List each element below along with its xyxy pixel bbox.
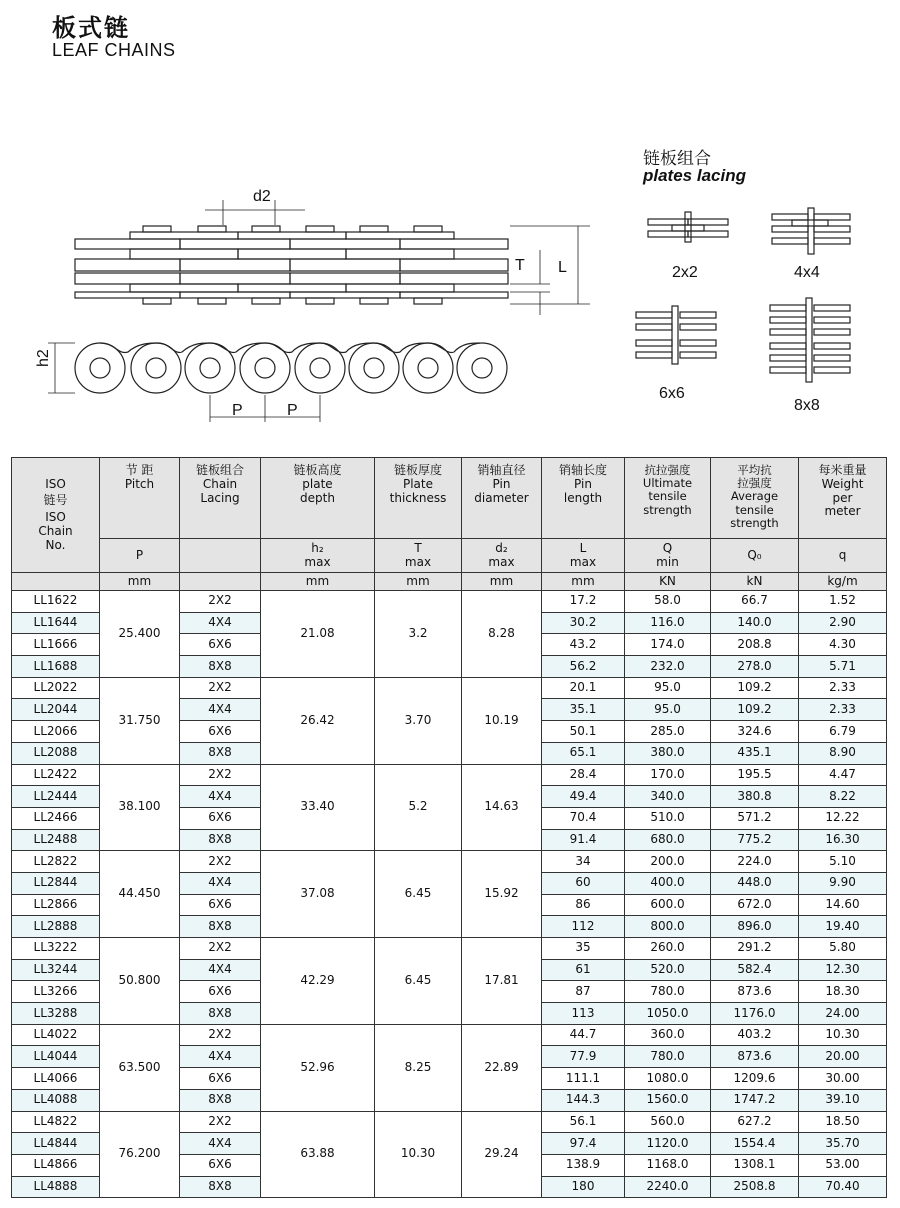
weight-cell: 30.00 [799,1068,887,1090]
ultimate-strength-cell: 1168.0 [625,1154,711,1176]
plate-thickness-cell: 5.2 [375,764,462,851]
average-strength-cell: 195.5 [711,764,799,786]
plate-thickness-cell: 6.45 [375,938,462,1025]
header-pitch: 节 距 Pitch [100,458,180,539]
plate-thickness-cell: 8.25 [375,1024,462,1111]
weight-cell: 12.22 [799,807,887,829]
weight-cell: 5.10 [799,851,887,873]
pin-length-cell: 91.4 [542,829,625,851]
pin-diameter-cell: 14.63 [462,764,542,851]
chain-no-cell: LL2488 [12,829,100,851]
lacing-cell: 8X8 [180,829,261,851]
average-strength-cell: 208.8 [711,634,799,656]
average-strength-cell: 775.2 [711,829,799,851]
unit-average: kN [711,573,799,591]
weight-cell: 8.90 [799,742,887,764]
average-strength-cell: 571.2 [711,807,799,829]
average-strength-cell: 2508.8 [711,1176,799,1198]
table-row [12,764,887,786]
chain-no-cell: LL3266 [12,981,100,1003]
chain-no-cell: LL3288 [12,1003,100,1025]
ultimate-strength-cell: 560.0 [625,1111,711,1133]
weight-cell: 2.33 [799,699,887,721]
lacing-2x2-icon [648,212,728,242]
chain-no-cell: LL1644 [12,612,100,634]
ultimate-strength-cell: 600.0 [625,894,711,916]
weight-cell: 39.10 [799,1089,887,1111]
average-strength-cell: 109.2 [711,677,799,699]
plate-depth-cell: 37.08 [261,851,375,938]
ultimate-strength-cell: 1080.0 [625,1068,711,1090]
pin-heads-top [143,226,442,232]
weight-cell: 5.71 [799,656,887,678]
lacing-6x6-icon [636,306,716,364]
unit-thickness: mm [375,573,462,591]
lacing-cell: 6X6 [180,634,261,656]
pin-length-cell: 44.7 [542,1024,625,1046]
leaf-chain-spec-table [11,457,887,1198]
plate-thickness-cell: 6.45 [375,851,462,938]
label-h2: h2 [35,349,52,367]
lacing-cell: 6X6 [180,1154,261,1176]
ultimate-strength-cell: 2240.0 [625,1176,711,1198]
lacing-cell: 6X6 [180,981,261,1003]
pin-diameter-cell: 22.89 [462,1024,542,1111]
average-strength-cell: 380.8 [711,786,799,808]
average-strength-cell: 291.2 [711,938,799,960]
pin-diameter-cell: 8.28 [462,591,542,678]
plate-depth-cell: 42.29 [261,938,375,1025]
pin-length-cell: 17.2 [542,591,625,613]
unit-pin-diameter: mm [462,573,542,591]
lacing-title-cn: 链板组合 [643,149,711,169]
unit-pitch: mm [100,573,180,591]
sym-lacing [180,539,261,573]
lacing-4x4-icon [772,208,850,254]
average-strength-cell: 1209.6 [711,1068,799,1090]
page-title-cn: 板式链 [52,14,130,42]
pin-length-cell: 70.4 [542,807,625,829]
pitch-cell: 38.100 [100,764,180,851]
pin-diameter-cell: 29.24 [462,1111,542,1198]
lacing-cell: 6X6 [180,1068,261,1090]
pitch-cell: 50.800 [100,938,180,1025]
lacing-label-6x6: 6x6 [659,385,685,402]
average-strength-cell: 324.6 [711,721,799,743]
sym-pin-length: L max [542,539,625,573]
table-row [12,1111,887,1133]
lacing-cell: 4X4 [180,872,261,894]
chain-no-cell: LL2422 [12,764,100,786]
sym-ultimate: Q min [625,539,711,573]
lacing-cell: 4X4 [180,1133,261,1155]
weight-cell: 70.40 [799,1176,887,1198]
sym-average: Q₀ [711,539,799,573]
ultimate-strength-cell: 170.0 [625,764,711,786]
chain-no-cell: LL2844 [12,872,100,894]
plate-depth-cell: 26.42 [261,677,375,764]
lacing-cell: 8X8 [180,742,261,764]
average-strength-cell: 627.2 [711,1111,799,1133]
plate-depth-cell: 52.96 [261,1024,375,1111]
pin-diameter-cell: 17.81 [462,938,542,1025]
ultimate-strength-cell: 680.0 [625,829,711,851]
lacing-label-8x8: 8x8 [794,397,820,414]
unit-depth: mm [261,573,375,591]
pin-length-cell: 97.4 [542,1133,625,1155]
ultimate-strength-cell: 1050.0 [625,1003,711,1025]
weight-cell: 5.80 [799,938,887,960]
lacing-cell: 8X8 [180,1089,261,1111]
pitch-cell: 76.200 [100,1111,180,1198]
label-P1: P [232,402,243,419]
average-strength-cell: 224.0 [711,851,799,873]
header-plate-depth: 链板高度 plate depth [261,458,375,539]
label-T: T [515,257,525,274]
sym-depth: h₂ max [261,539,375,573]
lacing-cell: 4X4 [180,1046,261,1068]
table-row [12,677,887,699]
chain-no-cell: LL4866 [12,1154,100,1176]
weight-cell: 35.70 [799,1133,887,1155]
label-d2: d2 [253,188,271,205]
unit-pin-length: mm [542,573,625,591]
pin-length-cell: 60 [542,872,625,894]
pitch-cell: 31.750 [100,677,180,764]
ultimate-strength-cell: 780.0 [625,981,711,1003]
chain-no-cell: LL3222 [12,938,100,960]
average-strength-cell: 896.0 [711,916,799,938]
ultimate-strength-cell: 340.0 [625,786,711,808]
pin-length-cell: 30.2 [542,612,625,634]
unit-ultimate: KN [625,573,711,591]
chain-no-cell: LL2088 [12,742,100,764]
ultimate-strength-cell: 510.0 [625,807,711,829]
ultimate-strength-cell: 380.0 [625,742,711,764]
sym-thickness: T max [375,539,462,573]
lacing-label-2x2: 2x2 [672,264,698,281]
chain-diagram [0,140,900,430]
weight-cell: 1.52 [799,591,887,613]
lacing-cell: 2X2 [180,938,261,960]
chain-no-cell: LL2466 [12,807,100,829]
weight-cell: 53.00 [799,1154,887,1176]
average-strength-cell: 66.7 [711,591,799,613]
pin-length-cell: 61 [542,959,625,981]
chain-no-cell: LL2066 [12,721,100,743]
weight-cell: 18.30 [799,981,887,1003]
plate-thickness-cell: 3.2 [375,591,462,678]
weight-cell: 8.22 [799,786,887,808]
lacing-cell: 8X8 [180,1176,261,1198]
plate-thickness-cell: 3.70 [375,677,462,764]
chain-no-cell: LL4022 [12,1024,100,1046]
lacing-title-en: plates lacing [643,166,746,185]
table-row [12,851,887,873]
chain-no-cell: LL2822 [12,851,100,873]
side-plates [75,232,508,298]
lacing-cell: 2X2 [180,1024,261,1046]
weight-cell: 24.00 [799,1003,887,1025]
ultimate-strength-cell: 780.0 [625,1046,711,1068]
pin-length-cell: 43.2 [542,634,625,656]
pin-length-cell: 28.4 [542,764,625,786]
average-strength-cell: 873.6 [711,1046,799,1068]
weight-cell: 6.79 [799,721,887,743]
plate-thickness-cell: 10.30 [375,1111,462,1198]
pin-length-cell: 77.9 [542,1046,625,1068]
table-row [12,1024,887,1046]
header-weight: 每米重量 Weight per meter [799,458,887,539]
ultimate-strength-cell: 400.0 [625,872,711,894]
lacing-cell: 8X8 [180,1003,261,1025]
pin-length-cell: 56.2 [542,656,625,678]
lacing-cell: 4X4 [180,612,261,634]
ultimate-strength-cell: 116.0 [625,612,711,634]
chain-no-cell: LL3244 [12,959,100,981]
chain-no-cell: LL4044 [12,1046,100,1068]
weight-cell: 19.40 [799,916,887,938]
weight-cell: 9.90 [799,872,887,894]
pin-length-cell: 20.1 [542,677,625,699]
sym-weight: q [799,539,887,573]
average-strength-cell: 403.2 [711,1024,799,1046]
pin-length-cell: 65.1 [542,742,625,764]
chain-no-cell: LL1622 [12,591,100,613]
ultimate-strength-cell: 260.0 [625,938,711,960]
table-row [12,591,887,613]
average-strength-cell: 140.0 [711,612,799,634]
chain-no-cell: LL1666 [12,634,100,656]
pin-heads-bottom [143,298,442,304]
weight-cell: 10.30 [799,1024,887,1046]
lacing-cell: 8X8 [180,656,261,678]
pitch-cell: 44.450 [100,851,180,938]
header-pin-diameter: 销轴直径 Pin diameter [462,458,542,539]
chain-no-cell: LL2888 [12,916,100,938]
chain-no-cell: LL4066 [12,1068,100,1090]
lacing-label-4x4: 4x4 [794,264,820,281]
lacing-cell: 2X2 [180,677,261,699]
ultimate-strength-cell: 285.0 [625,721,711,743]
chain-no-cell: LL4822 [12,1111,100,1133]
lacing-cell: 4X4 [180,959,261,981]
average-strength-cell: 109.2 [711,699,799,721]
ultimate-strength-cell: 360.0 [625,1024,711,1046]
plate-depth-cell: 63.88 [261,1111,375,1198]
pin-length-cell: 35 [542,938,625,960]
ultimate-strength-cell: 1560.0 [625,1089,711,1111]
pin-length-cell: 144.3 [542,1089,625,1111]
ultimate-strength-cell: 58.0 [625,591,711,613]
sym-pin-diameter: d₂ max [462,539,542,573]
weight-cell: 4.30 [799,634,887,656]
unit-weight: kg/m [799,573,887,591]
lacing-cell: 4X4 [180,699,261,721]
weight-cell: 16.30 [799,829,887,851]
weight-cell: 2.33 [799,677,887,699]
chain-no-cell: LL4088 [12,1089,100,1111]
header-lacing: 链板组合 Chain Lacing [180,458,261,539]
pin-length-cell: 87 [542,981,625,1003]
unit-lacing [180,573,261,591]
header-iso: ISO 链号 ISO Chain No. [12,458,100,573]
pitch-cell: 25.400 [100,591,180,678]
ultimate-strength-cell: 232.0 [625,656,711,678]
average-strength-cell: 582.4 [711,959,799,981]
pin-diameter-cell: 10.19 [462,677,542,764]
chain-no-cell: LL4844 [12,1133,100,1155]
lacing-cell: 6X6 [180,721,261,743]
label-P2: P [287,402,298,419]
header-average-strength: 平均抗 拉强度 Average tensile strength [711,458,799,539]
lacing-cell: 2X2 [180,1111,261,1133]
lacing-cell: 8X8 [180,916,261,938]
pin-length-cell: 112 [542,916,625,938]
plate-depth-cell: 21.08 [261,591,375,678]
weight-cell: 20.00 [799,1046,887,1068]
average-strength-cell: 1747.2 [711,1089,799,1111]
pin-length-cell: 113 [542,1003,625,1025]
chain-no-cell: LL2444 [12,786,100,808]
average-strength-cell: 873.6 [711,981,799,1003]
lacing-cell: 6X6 [180,894,261,916]
pin-length-cell: 111.1 [542,1068,625,1090]
label-L: L [558,259,567,276]
lacing-cell: 2X2 [180,764,261,786]
average-strength-cell: 672.0 [711,894,799,916]
pin-length-cell: 49.4 [542,786,625,808]
ultimate-strength-cell: 200.0 [625,851,711,873]
header-plate-thickness: 链板厚度 Plate thickness [375,458,462,539]
pin-length-cell: 86 [542,894,625,916]
lacing-cell: 2X2 [180,591,261,613]
chain-no-cell: LL2044 [12,699,100,721]
chain-no-cell: LL2022 [12,677,100,699]
lacing-cell: 4X4 [180,786,261,808]
average-strength-cell: 1308.1 [711,1154,799,1176]
header-pin-length: 销轴长度 Pin length [542,458,625,539]
pin-length-cell: 35.1 [542,699,625,721]
weight-cell: 18.50 [799,1111,887,1133]
ultimate-strength-cell: 95.0 [625,699,711,721]
page-title-en: LEAF CHAINS [52,40,176,60]
lacing-8x8-icon [770,298,850,382]
weight-cell: 14.60 [799,894,887,916]
table-row [12,938,887,960]
ultimate-strength-cell: 95.0 [625,677,711,699]
weight-cell: 4.47 [799,764,887,786]
pin-length-cell: 180 [542,1176,625,1198]
chain-no-cell: LL1688 [12,656,100,678]
header-ultimate-strength: 抗拉强度 Ultimate tensile strength [625,458,711,539]
plate-depth-cell: 33.40 [261,764,375,851]
chain-no-cell: LL4888 [12,1176,100,1198]
lacing-cell: 2X2 [180,851,261,873]
sym-pitch: P [100,539,180,573]
average-strength-cell: 278.0 [711,656,799,678]
ultimate-strength-cell: 800.0 [625,916,711,938]
ultimate-strength-cell: 520.0 [625,959,711,981]
average-strength-cell: 1176.0 [711,1003,799,1025]
pin-length-cell: 138.9 [542,1154,625,1176]
front-view-chain [75,343,507,393]
ultimate-strength-cell: 1120.0 [625,1133,711,1155]
average-strength-cell: 448.0 [711,872,799,894]
average-strength-cell: 1554.4 [711,1133,799,1155]
average-strength-cell: 435.1 [711,742,799,764]
pin-length-cell: 34 [542,851,625,873]
pin-length-cell: 50.1 [542,721,625,743]
chain-no-cell: LL2866 [12,894,100,916]
weight-cell: 12.30 [799,959,887,981]
weight-cell: 2.90 [799,612,887,634]
pin-length-cell: 56.1 [542,1111,625,1133]
lacing-cell: 6X6 [180,807,261,829]
ultimate-strength-cell: 174.0 [625,634,711,656]
unit-iso [12,573,100,591]
pin-diameter-cell: 15.92 [462,851,542,938]
pitch-cell: 63.500 [100,1024,180,1111]
